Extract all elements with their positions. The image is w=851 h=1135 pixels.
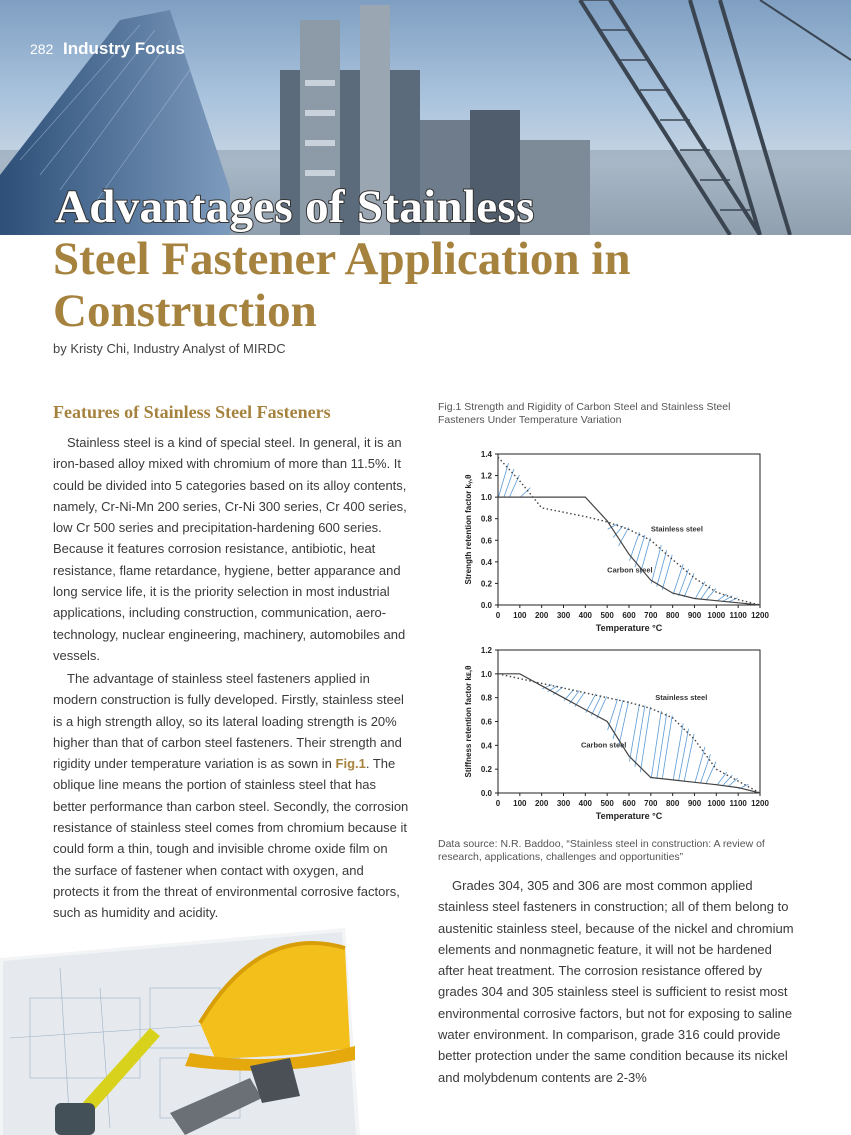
hatch-line xyxy=(498,463,508,497)
x-tick-label: 1100 xyxy=(729,799,747,808)
article-title-line1: Advantages of Stainless xyxy=(55,181,535,233)
carbon-steel-label: Carbon steel xyxy=(607,565,653,575)
stainless-steel-label: Stainless steel xyxy=(655,693,708,703)
x-tick-label: 900 xyxy=(687,799,702,808)
y-tick-label: 0.2 xyxy=(480,765,492,775)
x-tick-label: 800 xyxy=(665,611,680,620)
hatch-line xyxy=(673,723,683,780)
x-tick-label: 0 xyxy=(495,611,501,620)
y-tick-label: 1.4 xyxy=(480,450,492,459)
section-label: Industry Focus xyxy=(63,39,185,58)
x-tick-label: 500 xyxy=(600,611,614,620)
paragraph-3: Grades 304, 305 and 306 are most common applied stainless steel fasteners in construction; all of them belong to austenitic stainless steel, because of the nickel and chromium elements and nonmagnetic feature, it will not be hardened after heat treatment. The corrosion resistance offered by grades 304 and 305 stainless steel is sufficient to resist most environmental corrosive factors, but not for exposing to saline water environment. In comparison, grade 316 could provide better protection under the same condition because its nickel and molybdenum contents are 2-3% xyxy=(438,878,794,1085)
x-tick-label: 300 xyxy=(556,611,571,620)
hatch-line xyxy=(597,696,607,718)
x-tick-label: 200 xyxy=(534,611,549,620)
x-tick-label: 1000 xyxy=(707,799,726,808)
y-tick-label: 1.0 xyxy=(480,493,492,503)
y-axis-label: Strength retention factor kᵧ,θ xyxy=(464,474,473,585)
hatch-line xyxy=(629,704,639,761)
x-tick-label: 200 xyxy=(534,799,549,808)
strength-chart xyxy=(438,444,778,644)
figure-caption: Fig.1 Strength and Rigidity of Carbon Steel and Stainless Steel Fasteners Under Temperature Variation xyxy=(438,401,731,426)
y-tick-label: 0.6 xyxy=(480,717,492,727)
x-tick-label: 400 xyxy=(578,799,593,808)
x-tick-label: 100 xyxy=(513,611,527,620)
y-tick-label: 0.6 xyxy=(480,536,492,546)
article-title-line2: Steel Fastener Application in xyxy=(53,233,631,285)
hatch-line xyxy=(706,762,716,784)
hatch-line xyxy=(619,528,629,546)
y-tick-label: 0.4 xyxy=(480,741,492,751)
stainless-steel-line xyxy=(498,457,760,605)
hatch-line xyxy=(662,716,672,780)
hatch-line xyxy=(717,772,727,785)
hatch-line xyxy=(706,589,716,601)
y-tick-label: 0.2 xyxy=(480,579,492,589)
paragraph-2-text-b: . The oblique line means the portion of stainless steel that has better performance than carbon steel. Secondly, the corrosion resistance of stainless steel comes from chromium because it could form a thin, tough and invisible chrome oxide film on the surface of fastener when contact with oxygen, and protects it from the threat of environmental corrosive factors, such as humidity and acidity. xyxy=(53,756,409,921)
hatch-line xyxy=(640,707,650,772)
y-tick-label: 0.8 xyxy=(480,693,492,703)
y-tick-label: 0.0 xyxy=(480,789,492,798)
x-axis-label: Temperature °C xyxy=(595,623,663,633)
hatch-line xyxy=(520,488,530,497)
x-tick-label: 900 xyxy=(687,611,702,620)
hatch-line xyxy=(548,686,558,692)
construction-tools-image xyxy=(0,928,360,1135)
y-tick-label: 0.0 xyxy=(480,601,492,610)
x-tick-label: 1200 xyxy=(751,799,769,808)
x-tick-label: 600 xyxy=(622,799,636,808)
carbon-steel-line xyxy=(498,674,760,793)
section-heading: Features of Stainless Steel Fasteners xyxy=(53,402,331,422)
x-tick-label: 0 xyxy=(495,799,501,808)
paragraph-2 xyxy=(53,668,409,924)
paragraph-1: Stainless steel is a kind of special steel. In general, it is an iron-based alloy mixed with chromium of more than 11.5%. It could be divided into 5 categories based on its alloy contents, namely, Cr-Ni-Mn 200 series, Cr-Ni 300 series, Cr 400 series, low Cr 500 series and precipitation-hardening 600 series. Because it features corrosion resistance, antibiotic, heat resistance, flame retardance, hygiene, better apparance and long service life, it is the priority selection in most industrial applications, including construction, communication, aero-technology, nuclear engineering, machinery, automobiles and vessels. xyxy=(53,435,407,663)
y-axis-label: Stiffness retention factor kᴇ,θ xyxy=(464,665,473,778)
x-tick-label: 400 xyxy=(578,611,593,620)
x-tick-label: 1000 xyxy=(707,611,726,620)
hatch-line xyxy=(651,711,661,778)
hatch-line xyxy=(657,713,667,779)
x-tick-label: 100 xyxy=(513,799,527,808)
hatch-line xyxy=(695,747,705,783)
hatch-line xyxy=(728,778,738,787)
paragraph-2-text-a: The advantage of stainless steel fasteners applied in modern construction is fully developed. Firstly, stainless steel is a high strength alloy, so its lateral loading strength is 20% higher than that of carbon steel fasteners. Their strength and rigidity under temperature variation is as sown in xyxy=(53,671,404,772)
carbon-steel-label: Carbon steel xyxy=(580,740,627,750)
x-tick-label: 800 xyxy=(665,799,680,808)
y-tick-label: 1.0 xyxy=(480,669,492,679)
stainless-steel-label: Stainless steel xyxy=(650,524,703,534)
y-tick-label: 1.2 xyxy=(480,471,492,481)
x-tick-label: 700 xyxy=(644,799,658,808)
y-tick-label: 0.4 xyxy=(480,557,492,567)
y-tick-label: 0.8 xyxy=(480,514,492,524)
carbon-steel-line xyxy=(498,497,760,605)
x-tick-label: 700 xyxy=(644,611,658,620)
hatch-line xyxy=(679,729,689,781)
x-tick-label: 600 xyxy=(622,611,636,620)
data-source: Data source: N.R. Baddoo, “Stainless steel in construction: A review of research, applications, challenges and opportunities” xyxy=(438,838,765,863)
blueprint-hardhat-illustration xyxy=(0,928,360,1135)
stiffness-chart xyxy=(438,640,778,830)
byline: by Kristy Chi, Industry Analyst of MIRDC xyxy=(53,341,286,356)
hatch-line xyxy=(635,705,645,766)
article-title-line3: Construction xyxy=(53,285,317,337)
x-axis-label: Temperature °C xyxy=(595,811,663,821)
x-tick-label: 1100 xyxy=(729,611,747,620)
y-tick-label: 1.2 xyxy=(480,646,492,655)
page-number: 282 xyxy=(30,41,54,57)
hatch-line xyxy=(684,734,694,782)
hatch-line xyxy=(673,564,683,594)
x-tick-label: 300 xyxy=(556,799,571,808)
figure-reference: Fig.1 xyxy=(335,756,366,772)
x-tick-label: 500 xyxy=(600,799,614,808)
hatch-line xyxy=(651,545,661,583)
x-tick-label: 1200 xyxy=(751,611,769,620)
hatch-region xyxy=(542,685,749,789)
hatch-line xyxy=(695,582,705,600)
stainless-steel-line xyxy=(498,674,760,793)
